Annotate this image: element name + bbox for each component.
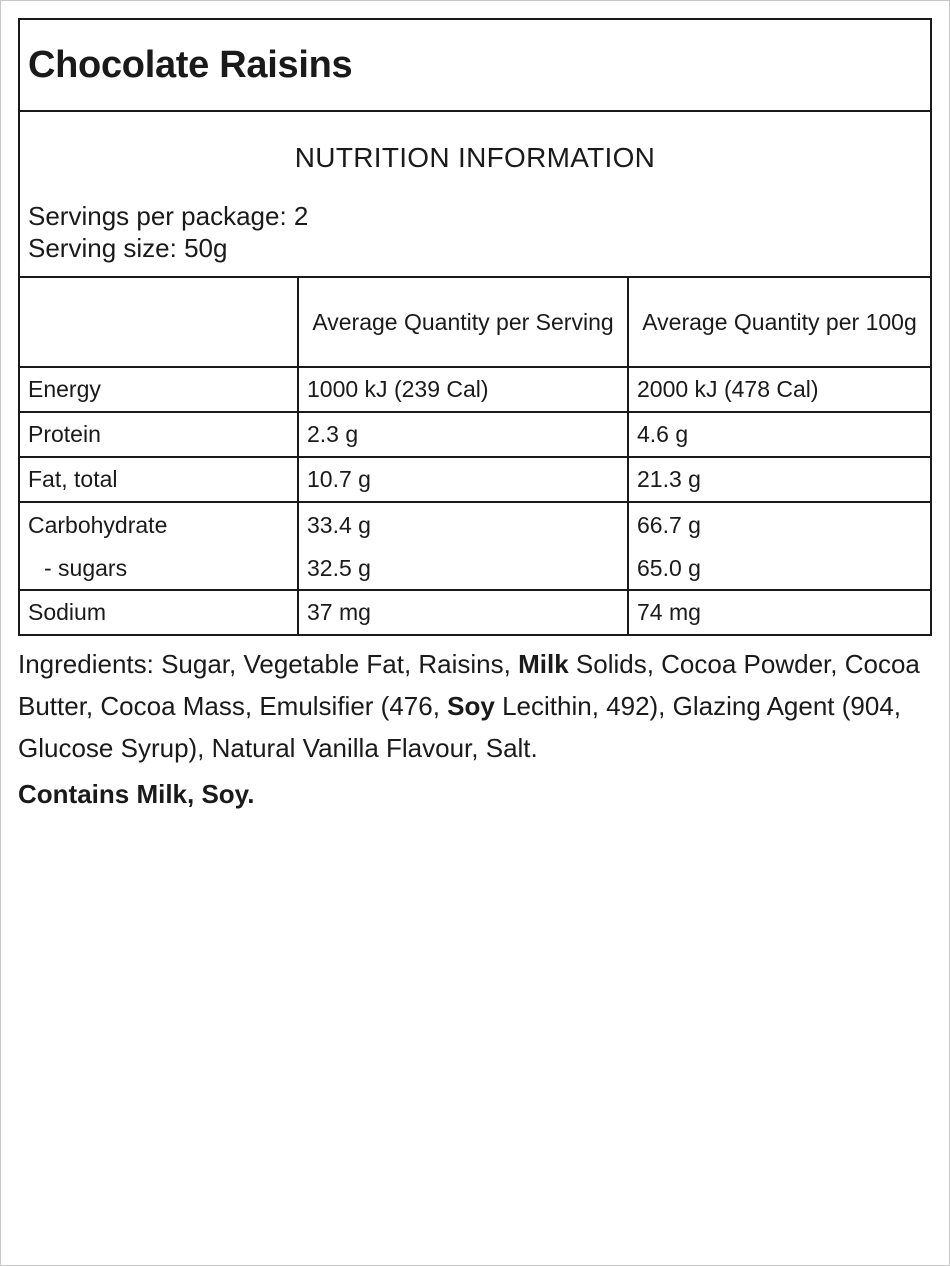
nutrition-table [20,278,930,634]
per-serving-value: 37 mg [298,590,628,634]
servings-info [28,200,308,264]
nutrient-label: Carbohydrate [20,502,298,547]
header-cell-per-100g: Average Quantity per 100g [628,278,930,367]
per-100g-value: 4.6 g [628,412,930,457]
table-row [20,547,930,590]
per-serving-value: 10.7 g [298,457,628,502]
per-100g-value: 2000 kJ (478 Cal) [628,367,930,412]
per-100g-value: 74 mg [637,599,701,625]
per-100g-value: 21.3 g [628,457,930,502]
nutrient-label: - sugars [20,547,298,590]
servings-per-package: Servings per package: 2 [28,201,309,231]
per-serving-value: 2.3 g [298,412,628,457]
nutrient-label: Energy [20,367,298,412]
per-serving-value: 1000 kJ (239 Cal) [298,367,628,412]
per-serving-value: 32.5 g [298,547,628,590]
ingredients-part: Solids, Cocoa Powder, Cocoa Butter, Cocoa Mass, Emulsifier (476, [18,649,920,721]
table-row [20,367,930,412]
table-row [20,502,930,547]
table-header-row [20,278,930,367]
allergen-statement: Contains Milk, Soy. [18,779,255,809]
product-title: Chocolate Raisins [28,43,353,86]
table-row [20,412,930,457]
nutrient-label: Fat, total [20,457,298,502]
header-cell-per-serving: Average Quantity per Serving [298,278,628,367]
allergen-soy: Soy [447,691,495,721]
nutrition-panel [18,18,932,636]
nutrient-label: Sodium [20,590,298,634]
per-serving-value: 33.4 g [298,502,628,547]
ingredients-text [18,643,928,769]
nutrient-label: Protein [20,412,298,457]
header-cell-label [20,278,298,367]
table-row [20,590,930,634]
per-100g-value: 65.0 g [628,547,930,590]
nutrition-heading: NUTRITION INFORMATION [294,142,656,173]
allergen-milk: Milk [518,649,569,679]
nutrition-info-block [20,112,930,278]
ingredients-part: Ingredients: Sugar, Vegetable Fat, Raisins, [18,649,519,679]
serving-size: Serving size: 50g [28,233,228,263]
table-row [20,457,930,502]
per-100g-value: 66.7 g [637,511,701,538]
title-row [20,20,930,112]
ingredients-part: Lecithin, 492), Glazing Agent (904, Glucose Syrup), Natural Vanilla Flavour, Salt. [18,691,902,763]
